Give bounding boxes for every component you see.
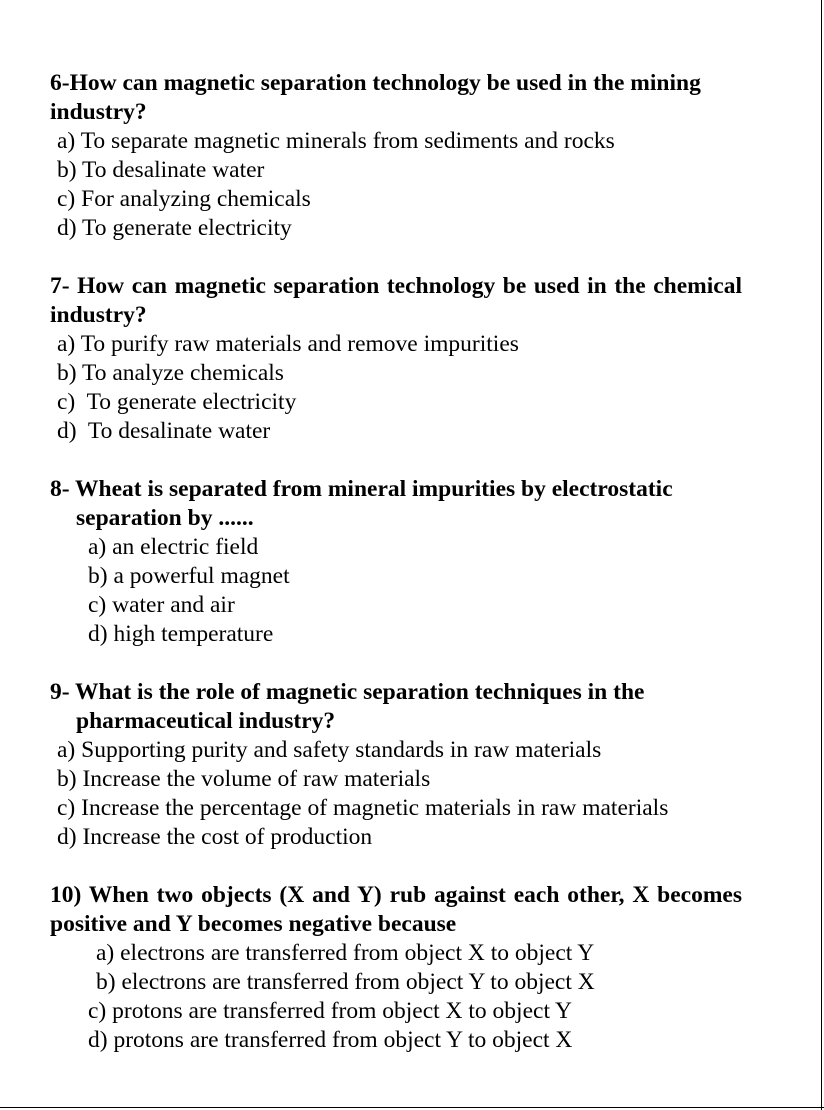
question-6-text: 6-How can magnetic separation technology be used in the mining industry? xyxy=(50,70,701,125)
question-7-text: 7- How can magnetic separation technology be used in the chemical industry? xyxy=(50,273,742,328)
page-border-right xyxy=(821,0,822,1110)
question-7 xyxy=(50,272,742,446)
question-8-option-b: b) a powerful magnet xyxy=(88,563,290,589)
question-9-option-c: c) Increase the percentage of magnetic materials in raw materials xyxy=(57,795,669,821)
question-list xyxy=(50,69,742,1084)
question-10-option-b: b) electrons are transferred from object Y to object X xyxy=(96,969,595,995)
question-10-option-d: d) protons are transferred from object Y to object X xyxy=(88,1027,573,1053)
question-8-option-a: a) an electric field xyxy=(88,534,259,560)
question-6-option-a: a) To separate magnetic minerals from sediments and rocks xyxy=(57,128,615,154)
question-10-text: 10) When two objects (X and Y) rub against each other, X becomes positive and Y becomes negative because xyxy=(50,882,742,937)
question-9-text: 9- What is the role of magnetic separation techniques in the pharmaceutical industry? xyxy=(50,679,645,734)
question-9-option-d: d) Increase the cost of production xyxy=(57,824,373,850)
question-10 xyxy=(50,881,742,1055)
page-border-bottom xyxy=(0,1107,824,1108)
question-9-option-b: b) Increase the volume of raw materials xyxy=(57,766,431,792)
question-9 xyxy=(50,678,742,852)
question-6 xyxy=(50,69,742,243)
question-9-option-a: a) Supporting purity and safety standards in raw materials xyxy=(57,737,602,763)
question-8-option-d: d) high temperature xyxy=(88,621,274,647)
question-7-option-b: b) To analyze chemicals xyxy=(57,360,284,386)
question-6-option-c: c) For analyzing chemicals xyxy=(57,186,311,212)
question-6-option-d: d) To generate electricity xyxy=(57,215,292,241)
question-7-option-d: d) To desalinate water xyxy=(57,418,271,444)
question-6-option-b: b) To desalinate water xyxy=(57,157,265,183)
question-10-option-a: a) electrons are transferred from object X to object Y xyxy=(96,940,595,966)
question-8 xyxy=(50,475,742,649)
question-7-option-c: c) To generate electricity xyxy=(57,389,297,415)
question-8-text: 8- Wheat is separated from mineral impurities by electrostatic separation by ...... xyxy=(50,476,673,531)
question-10-option-c: c) protons are transferred from object X to object Y xyxy=(88,998,572,1024)
question-8-option-c: c) water and air xyxy=(88,592,235,618)
question-7-option-a: a) To purify raw materials and remove impurities xyxy=(57,331,519,357)
